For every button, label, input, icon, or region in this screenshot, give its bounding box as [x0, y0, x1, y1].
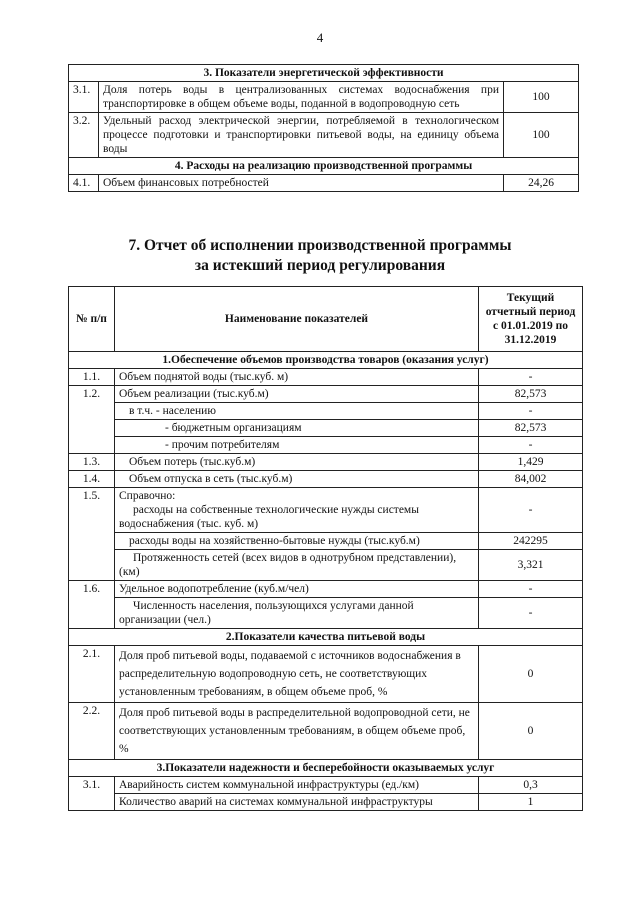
table-row — [69, 777, 583, 794]
row-number: 1.2. — [69, 386, 115, 454]
row-name: Удельное водопотребление (куб.м/чел) — [115, 581, 479, 598]
row-name: Доля потерь воды в централизованных системах водоснабжения при транспортировке в общем объеме воды, поданной в водопроводную сеть — [99, 82, 504, 113]
section1-header: 1.Обеспечение объемов производства товаров (оказания услуг) — [69, 352, 583, 369]
row-name: - прочим потребителям — [115, 437, 479, 454]
section4-header: 4. Расходы на реализацию производственной программы — [69, 158, 579, 175]
row-value: 0 — [479, 646, 583, 703]
row-value: - — [479, 369, 583, 386]
table-row — [69, 646, 583, 703]
row-value: 82,573 — [479, 420, 583, 437]
table-row — [69, 533, 583, 550]
row-name: Объем отпуска в сеть (тыс.куб.м) — [115, 471, 479, 488]
table-row — [69, 454, 583, 471]
row-name: Доля проб питьевой воды в распределительной водопроводной сети, не соответствующих установленным требованиям, в общем объеме проб, % — [115, 703, 479, 760]
table-row — [69, 471, 583, 488]
table-row — [69, 369, 583, 386]
row-value: 0 — [479, 703, 583, 760]
row-number: 2.2. — [69, 703, 115, 760]
row-name: расходы воды на хозяйственно-бытовые нужды (тыс.куб.м) — [115, 533, 479, 550]
row-value: 84,002 — [479, 471, 583, 488]
table-row — [69, 113, 579, 158]
row-name: Численность населения, пользующихся услугами данной организации (чел.) — [115, 598, 479, 629]
col-header-period: Текущий отчетный период с 01.01.2019 по 31.12.2019 — [479, 287, 583, 352]
section-header-row — [69, 65, 579, 82]
row-number: 1.1. — [69, 369, 115, 386]
row-name: Количество аварий на системах коммунальной инфраструктуры — [115, 794, 479, 811]
row-value: - — [479, 437, 583, 454]
row-name: Аварийность систем коммунальной инфраструктуры (ед./км) — [115, 777, 479, 794]
table-row — [69, 581, 583, 598]
row-value: 1 — [479, 794, 583, 811]
row-name: Объем реализации (тыс.куб.м) — [115, 386, 479, 403]
col-header-name: Наименование показателей — [115, 287, 479, 352]
row-name: Объем потерь (тыс.куб.м) — [115, 454, 479, 471]
row-value: - — [479, 581, 583, 598]
row-value: - — [479, 488, 583, 533]
row-value: 3,321 — [479, 550, 583, 581]
row-name: Объем поднятой воды (тыс.куб. м) — [115, 369, 479, 386]
row-number: 4.1. — [69, 175, 99, 192]
header-row — [69, 287, 583, 352]
table-row — [69, 82, 579, 113]
table-row — [69, 598, 583, 629]
row-name: Протяженность сетей (всех видов в однотрубном представлении), (км) — [115, 550, 479, 581]
table-row — [69, 488, 583, 533]
row-value: - — [479, 403, 583, 420]
report-title-line1: 7. Отчет об исполнении производственной программы — [128, 237, 512, 254]
row-number: 3.1. — [69, 777, 115, 811]
row-value: 100 — [504, 113, 579, 158]
row-value: 1,429 — [479, 454, 583, 471]
row-value: 82,573 — [479, 386, 583, 403]
row-name-text: расходы на собственные технологические нужды системы водоснабжения (тыс. куб. м) — [119, 504, 419, 530]
row-name: Удельный расход электрической энергии, потребляемой в технологическом процессе подготовки и транспортировки питьевой воды, на единицу объема воды — [99, 113, 504, 158]
table-row — [69, 403, 583, 420]
energy-efficiency-table — [68, 64, 579, 192]
table-row — [69, 703, 583, 760]
row-value: - — [479, 598, 583, 629]
row-number: 1.4. — [69, 471, 115, 488]
row-value: 100 — [504, 82, 579, 113]
report-table — [68, 286, 583, 811]
table-row — [69, 175, 579, 192]
row-name: Объем финансовых потребностей — [99, 175, 504, 192]
report-title-line2: за истекший период регулирования — [194, 257, 446, 274]
row-value: 0,3 — [479, 777, 583, 794]
section2-header: 2.Показатели качества питьевой воды — [69, 629, 583, 646]
row-value: 242295 — [479, 533, 583, 550]
table-row — [69, 420, 583, 437]
row-number: 1.5. — [69, 488, 115, 581]
table-row — [69, 437, 583, 454]
row-number: 3.1. — [69, 82, 99, 113]
table-row — [69, 794, 583, 811]
row-number: 3.2. — [69, 113, 99, 158]
section3-header: 3.Показатели надежности и бесперебойности оказываемых услуг — [69, 760, 583, 777]
section-header-row — [69, 158, 579, 175]
row-number: 1.6. — [69, 581, 115, 629]
row-name: в т.ч. - населению — [115, 403, 479, 420]
reference-label: Справочно: — [119, 490, 176, 502]
row-name: - бюджетным организациям — [115, 420, 479, 437]
section3-header: 3. Показатели энергетической эффективности — [69, 65, 579, 82]
table-row — [69, 386, 583, 403]
page-number: 4 — [316, 30, 324, 45]
col-header-num: № п/п — [69, 287, 115, 352]
row-number: 2.1. — [69, 646, 115, 703]
row-name: Доля проб питьевой воды, подаваемой с источников водоснабжения в распределительную водопроводную сеть, не соответствующих установленным требованиям, в общем объеме проб, % — [115, 646, 479, 703]
row-value: 24,26 — [504, 175, 579, 192]
table-row — [69, 550, 583, 581]
row-number: 1.3. — [69, 454, 115, 471]
row-name — [115, 488, 479, 533]
